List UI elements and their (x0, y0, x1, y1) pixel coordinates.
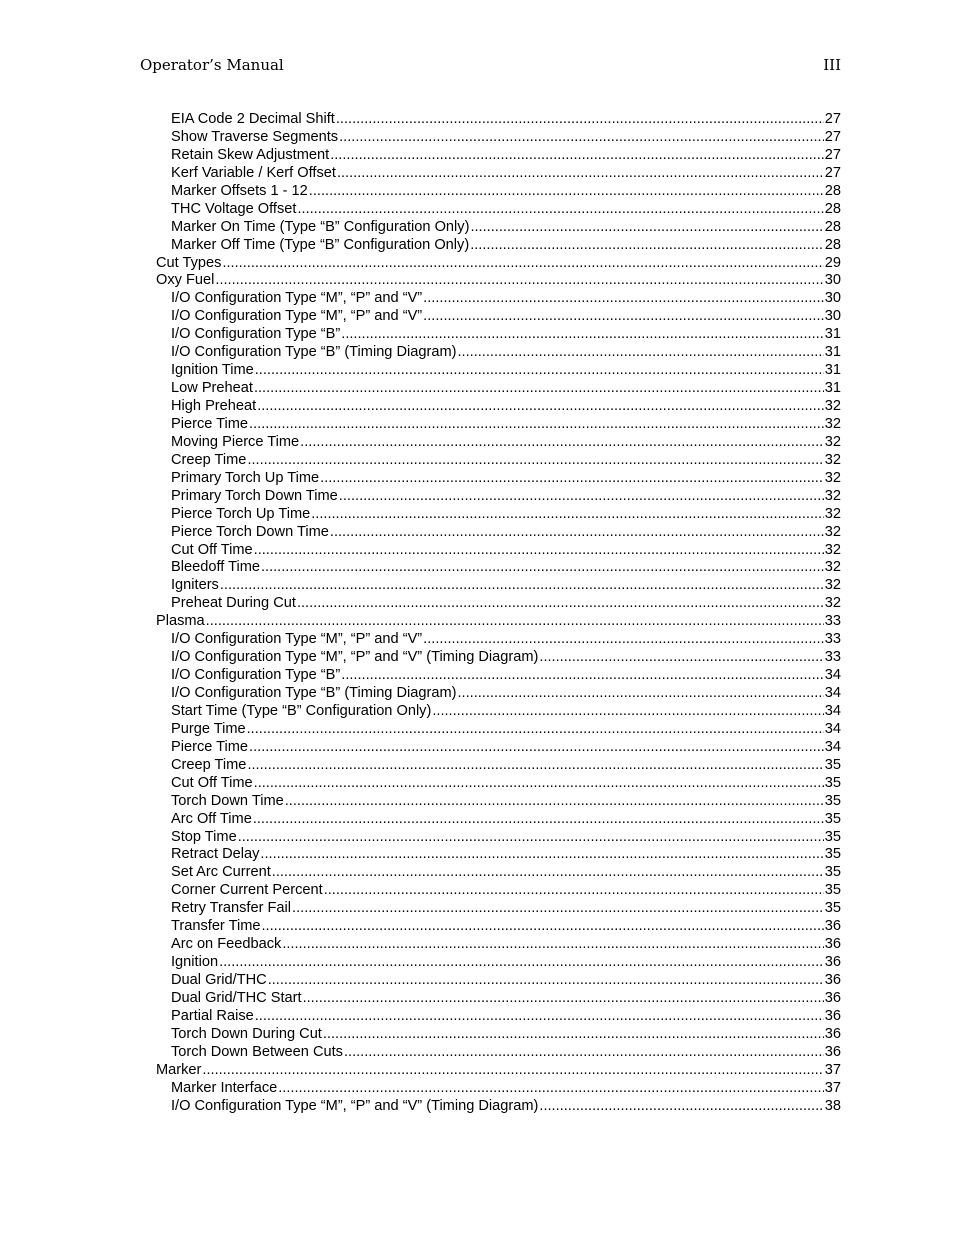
toc-entry-page: 35 (824, 828, 841, 845)
toc-entry-page: 32 (824, 398, 841, 414)
toc-entry-title: Primary Torch Down Time (171, 487, 338, 504)
toc-entry-page: 34 (824, 685, 841, 701)
toc-entry-page: 29 (824, 254, 841, 271)
toc-entry[interactable] (156, 308, 841, 326)
toc-entry-page: 36 (824, 918, 841, 935)
toc-entry[interactable] (156, 147, 841, 165)
table-of-contents (156, 111, 841, 1116)
toc-leader-dots (282, 936, 823, 954)
toc-entry-page: 37 (824, 1061, 841, 1078)
toc-entry-title: Retry Transfer Fail (171, 900, 292, 917)
toc-leader-dots (222, 255, 823, 273)
toc-leader-dots (255, 362, 824, 380)
toc-entry-page: 35 (824, 810, 841, 827)
toc-leader-dots (339, 129, 824, 147)
toc-entry-page: 31 (824, 326, 841, 343)
toc-entry[interactable] (156, 631, 841, 649)
toc-entry-title: Low Preheat (171, 380, 253, 397)
toc-leader-dots (278, 1080, 824, 1098)
toc-entry-page: 37 (824, 1079, 841, 1096)
toc-entry-title: Marker Off Time (Type “B” Configuration Only) (171, 236, 470, 253)
toc-entry-title: Creep Time (171, 756, 247, 773)
toc-entry-title: I/O Configuration Type “M”, “P” and “V” (171, 290, 423, 307)
toc-leader-dots (247, 452, 823, 470)
toc-entry-title: Arc Off Time (171, 810, 252, 827)
toc-entry-title: Preheat During Cut (171, 595, 296, 612)
toc-entry-page: 27 (824, 146, 841, 163)
toc-leader-dots (249, 739, 824, 757)
toc-leader-dots (457, 685, 823, 703)
toc-entry[interactable] (156, 272, 841, 290)
toc-leader-dots (323, 1026, 824, 1044)
toc-entry[interactable] (156, 434, 841, 452)
toc-entry[interactable] (156, 1044, 841, 1062)
toc-entry[interactable] (156, 129, 841, 147)
toc-entry[interactable] (156, 990, 841, 1008)
toc-entry-page: 32 (824, 541, 841, 558)
toc-entry-title: Kerf Variable / Kerf Offset (171, 164, 336, 181)
toc-entry-title: Cut Off Time (171, 541, 253, 558)
toc-entry-title: I/O Configuration Type “B” (171, 667, 341, 684)
toc-entry-title: Oxy Fuel (156, 272, 215, 289)
toc-leader-dots (309, 183, 824, 201)
toc-entry-title: Set Arc Current (171, 864, 271, 881)
toc-entry[interactable] (156, 972, 841, 990)
toc-entry[interactable] (156, 398, 841, 416)
toc-leader-dots (341, 326, 824, 344)
toc-entry-title: I/O Configuration Type “M”, “P” and “V” (171, 308, 423, 325)
toc-entry-title: Pierce Time (171, 738, 249, 755)
toc-entry-page: 31 (824, 380, 841, 397)
toc-leader-dots (339, 488, 824, 506)
toc-entry[interactable] (156, 775, 841, 793)
toc-entry[interactable] (156, 237, 841, 255)
toc-entry[interactable] (156, 936, 841, 954)
toc-leader-dots (470, 237, 824, 255)
toc-entry-title: Show Traverse Segments (171, 128, 339, 145)
toc-entry[interactable] (156, 649, 841, 667)
toc-entry[interactable] (156, 111, 841, 129)
toc-entry-page: 34 (824, 720, 841, 737)
toc-entry-page: 35 (824, 846, 841, 863)
toc-entry[interactable] (156, 721, 841, 739)
toc-entry[interactable] (156, 506, 841, 524)
toc-entry[interactable] (156, 954, 841, 972)
toc-leader-dots (341, 667, 824, 685)
toc-entry[interactable] (156, 1098, 841, 1116)
toc-entry-page: 30 (824, 272, 841, 289)
toc-leader-dots (260, 846, 823, 864)
toc-entry[interactable] (156, 667, 841, 685)
toc-entry[interactable] (156, 542, 841, 560)
toc-entry-title: Primary Torch Up Time (171, 469, 320, 486)
toc-entry-page: 32 (824, 523, 841, 540)
toc-entry-page: 38 (824, 1097, 841, 1114)
toc-entry-title: Cut Off Time (171, 774, 253, 791)
toc-entry[interactable] (156, 811, 841, 829)
toc-leader-dots (423, 631, 824, 649)
toc-entry-page: 28 (824, 200, 841, 217)
toc-leader-dots (254, 380, 824, 398)
toc-leader-dots (330, 524, 824, 542)
toc-leader-dots (247, 757, 823, 775)
toc-entry-page: 32 (824, 577, 841, 594)
toc-entry[interactable] (156, 219, 841, 237)
toc-entry-page: 36 (824, 954, 841, 971)
toc-entry[interactable] (156, 290, 841, 308)
toc-entry-title: Transfer Time (171, 918, 261, 935)
toc-entry-page: 35 (824, 792, 841, 809)
toc-entry-title: Corner Current Percent (171, 882, 323, 899)
toc-entry-page: 32 (824, 559, 841, 576)
toc-entry-page: 27 (824, 111, 841, 127)
toc-entry[interactable] (156, 864, 841, 882)
toc-entry-page: 31 (824, 344, 841, 361)
toc-leader-dots (297, 595, 824, 613)
toc-entry-title: Dual Grid/THC Start (171, 989, 302, 1006)
manual-title: Operator’s Manual (140, 56, 284, 74)
toc-leader-dots (297, 201, 823, 219)
toc-entry-page: 34 (824, 702, 841, 719)
toc-entry-title: Creep Time (171, 451, 247, 468)
toc-leader-dots (261, 559, 824, 577)
toc-leader-dots (324, 882, 824, 900)
toc-entry-title: Pierce Torch Up Time (171, 505, 311, 522)
toc-entry-title: Marker On Time (Type “B” Configuration Only) (171, 218, 470, 235)
toc-leader-dots (292, 900, 824, 918)
toc-entry-page: 28 (824, 182, 841, 199)
toc-entry-page: 36 (824, 972, 841, 988)
toc-leader-dots (261, 918, 823, 936)
toc-entry-title: Torch Down During Cut (171, 1025, 322, 1042)
toc-entry-page: 34 (824, 667, 841, 684)
toc-entry[interactable] (156, 739, 841, 757)
toc-entry-page: 33 (824, 631, 841, 648)
toc-entry-title: Marker (156, 1061, 202, 1078)
toc-leader-dots (344, 1044, 824, 1062)
toc-leader-dots (285, 793, 824, 811)
toc-entry-page: 33 (824, 649, 841, 666)
toc-entry[interactable] (156, 577, 841, 595)
toc-entry-title: Marker Interface (171, 1079, 278, 1096)
toc-entry-title: Igniters (171, 577, 219, 594)
toc-entry[interactable] (156, 416, 841, 434)
toc-entry-title: Ignition Time (171, 362, 254, 379)
toc-leader-dots (268, 972, 824, 990)
toc-entry-title: I/O Configuration Type “M”, “P” and “V” (171, 631, 423, 648)
toc-entry[interactable] (156, 685, 841, 703)
toc-entry-page: 28 (824, 218, 841, 235)
toc-entry[interactable] (156, 757, 841, 775)
toc-entry-title: Plasma (156, 613, 205, 630)
page-header (140, 56, 841, 78)
toc-entry[interactable] (156, 201, 841, 219)
toc-entry-title: High Preheat (171, 398, 257, 414)
toc-entry-title: Moving Pierce Time (171, 433, 300, 450)
toc-entry-title: Stop Time (171, 828, 237, 845)
toc-entry-page: 28 (824, 236, 841, 253)
toc-entry-title: Retain Skew Adjustment (171, 146, 330, 163)
toc-entry-page: 27 (824, 164, 841, 181)
toc-leader-dots (257, 398, 824, 416)
toc-entry-page: 36 (824, 989, 841, 1006)
toc-entry-page: 36 (824, 1043, 841, 1060)
toc-leader-dots (202, 1062, 823, 1080)
toc-leader-dots (300, 434, 824, 452)
toc-entry[interactable] (156, 829, 841, 847)
toc-entry-title: I/O Configuration Type “B” (Timing Diagram) (171, 685, 457, 701)
toc-leader-dots (311, 506, 824, 524)
toc-entry-page: 32 (824, 505, 841, 522)
toc-leader-dots (539, 649, 823, 667)
toc-leader-dots (432, 703, 823, 721)
toc-entry[interactable] (156, 524, 841, 542)
toc-leader-dots (255, 1008, 824, 1026)
toc-leader-dots (539, 1098, 823, 1116)
toc-entry-title: Torch Down Between Cuts (171, 1043, 343, 1060)
toc-entry-page: 35 (824, 900, 841, 917)
toc-entry-title: I/O Configuration Type “B” (171, 326, 341, 343)
toc-entry[interactable] (156, 165, 841, 183)
toc-entry[interactable] (156, 255, 841, 273)
toc-entry[interactable] (156, 595, 841, 613)
toc-entry-page: 32 (824, 487, 841, 504)
toc-leader-dots (272, 864, 824, 882)
toc-entry[interactable] (156, 846, 841, 864)
toc-entry-title: EIA Code 2 Decimal Shift (171, 111, 335, 127)
toc-leader-dots (238, 829, 824, 847)
toc-leader-dots (254, 542, 824, 560)
toc-entry[interactable] (156, 1062, 841, 1080)
toc-leader-dots (249, 416, 824, 434)
toc-entry-page: 36 (824, 1025, 841, 1042)
toc-entry[interactable] (156, 362, 841, 380)
toc-entry-title: Pierce Time (171, 415, 249, 432)
toc-leader-dots (254, 775, 824, 793)
toc-entry[interactable] (156, 380, 841, 398)
toc-entry-title: Arc on Feedback (171, 936, 282, 953)
toc-leader-dots (215, 272, 823, 290)
toc-entry[interactable] (156, 452, 841, 470)
toc-leader-dots (253, 811, 824, 829)
toc-entry-title: Bleedoff Time (171, 559, 260, 576)
toc-leader-dots (320, 470, 824, 488)
toc-entry[interactable] (156, 793, 841, 811)
toc-leader-dots (336, 111, 824, 129)
toc-entry[interactable] (156, 326, 841, 344)
toc-entry-page: 30 (824, 308, 841, 325)
toc-entry-page: 32 (824, 595, 841, 612)
toc-leader-dots (206, 613, 824, 631)
toc-entry-page: 32 (824, 451, 841, 468)
toc-entry[interactable] (156, 613, 841, 631)
toc-entry-page: 33 (824, 613, 841, 630)
toc-entry-title: Cut Types (156, 254, 222, 271)
toc-leader-dots (457, 344, 823, 362)
toc-leader-dots (247, 721, 824, 739)
toc-entry-page: 32 (824, 433, 841, 450)
toc-entry[interactable] (156, 882, 841, 900)
toc-leader-dots (219, 954, 824, 972)
toc-entry-title: I/O Configuration Type “M”, “P” and “V” (Timing Diagram) (171, 649, 539, 666)
toc-entry-page: 35 (824, 774, 841, 791)
toc-leader-dots (423, 290, 824, 308)
toc-leader-dots (330, 147, 824, 165)
toc-entry[interactable] (156, 918, 841, 936)
toc-entry-title: Torch Down Time (171, 792, 284, 809)
toc-entry-page: 36 (824, 1007, 841, 1024)
toc-entry-page: 30 (824, 290, 841, 307)
toc-entry-title: Marker Offsets 1 - 12 (171, 182, 308, 199)
toc-entry-page: 31 (824, 362, 841, 379)
toc-leader-dots (423, 308, 824, 326)
toc-entry-page: 35 (824, 882, 841, 899)
toc-entry-page: 34 (824, 738, 841, 755)
toc-entry-title: Dual Grid/THC (171, 972, 267, 988)
toc-entry[interactable] (156, 488, 841, 506)
toc-entry-title: Pierce Torch Down Time (171, 523, 329, 540)
toc-entry[interactable] (156, 1008, 841, 1026)
toc-entry[interactable] (156, 900, 841, 918)
toc-entry-title: Partial Raise (171, 1007, 254, 1024)
toc-entry-page: 35 (824, 756, 841, 773)
toc-entry-title: Purge Time (171, 720, 246, 737)
toc-entry[interactable] (156, 1080, 841, 1098)
toc-entry[interactable] (156, 559, 841, 577)
toc-entry-page: 27 (824, 128, 841, 145)
toc-leader-dots (303, 990, 824, 1008)
toc-entry-title: Ignition (171, 954, 219, 971)
toc-entry-page: 36 (824, 936, 841, 953)
toc-leader-dots (470, 219, 823, 237)
toc-entry-title: I/O Configuration Type “B” (Timing Diagram) (171, 344, 457, 361)
toc-entry[interactable] (156, 703, 841, 721)
toc-entry-title: Start Time (Type “B” Configuration Only) (171, 702, 432, 719)
toc-entry[interactable] (156, 470, 841, 488)
toc-entry[interactable] (156, 183, 841, 201)
toc-entry-page: 32 (824, 469, 841, 486)
toc-entry-page: 35 (824, 864, 841, 881)
toc-entry-page: 32 (824, 415, 841, 432)
toc-leader-dots (337, 165, 824, 183)
toc-entry[interactable] (156, 1026, 841, 1044)
toc-leader-dots (220, 577, 824, 595)
toc-entry-title: I/O Configuration Type “M”, “P” and “V” (Timing Diagram) (171, 1097, 539, 1114)
page-number: III (823, 56, 841, 74)
toc-entry[interactable] (156, 344, 841, 362)
toc-entry-title: THC Voltage Offset (171, 200, 297, 217)
toc-entry-title: Retract Delay (171, 846, 260, 863)
